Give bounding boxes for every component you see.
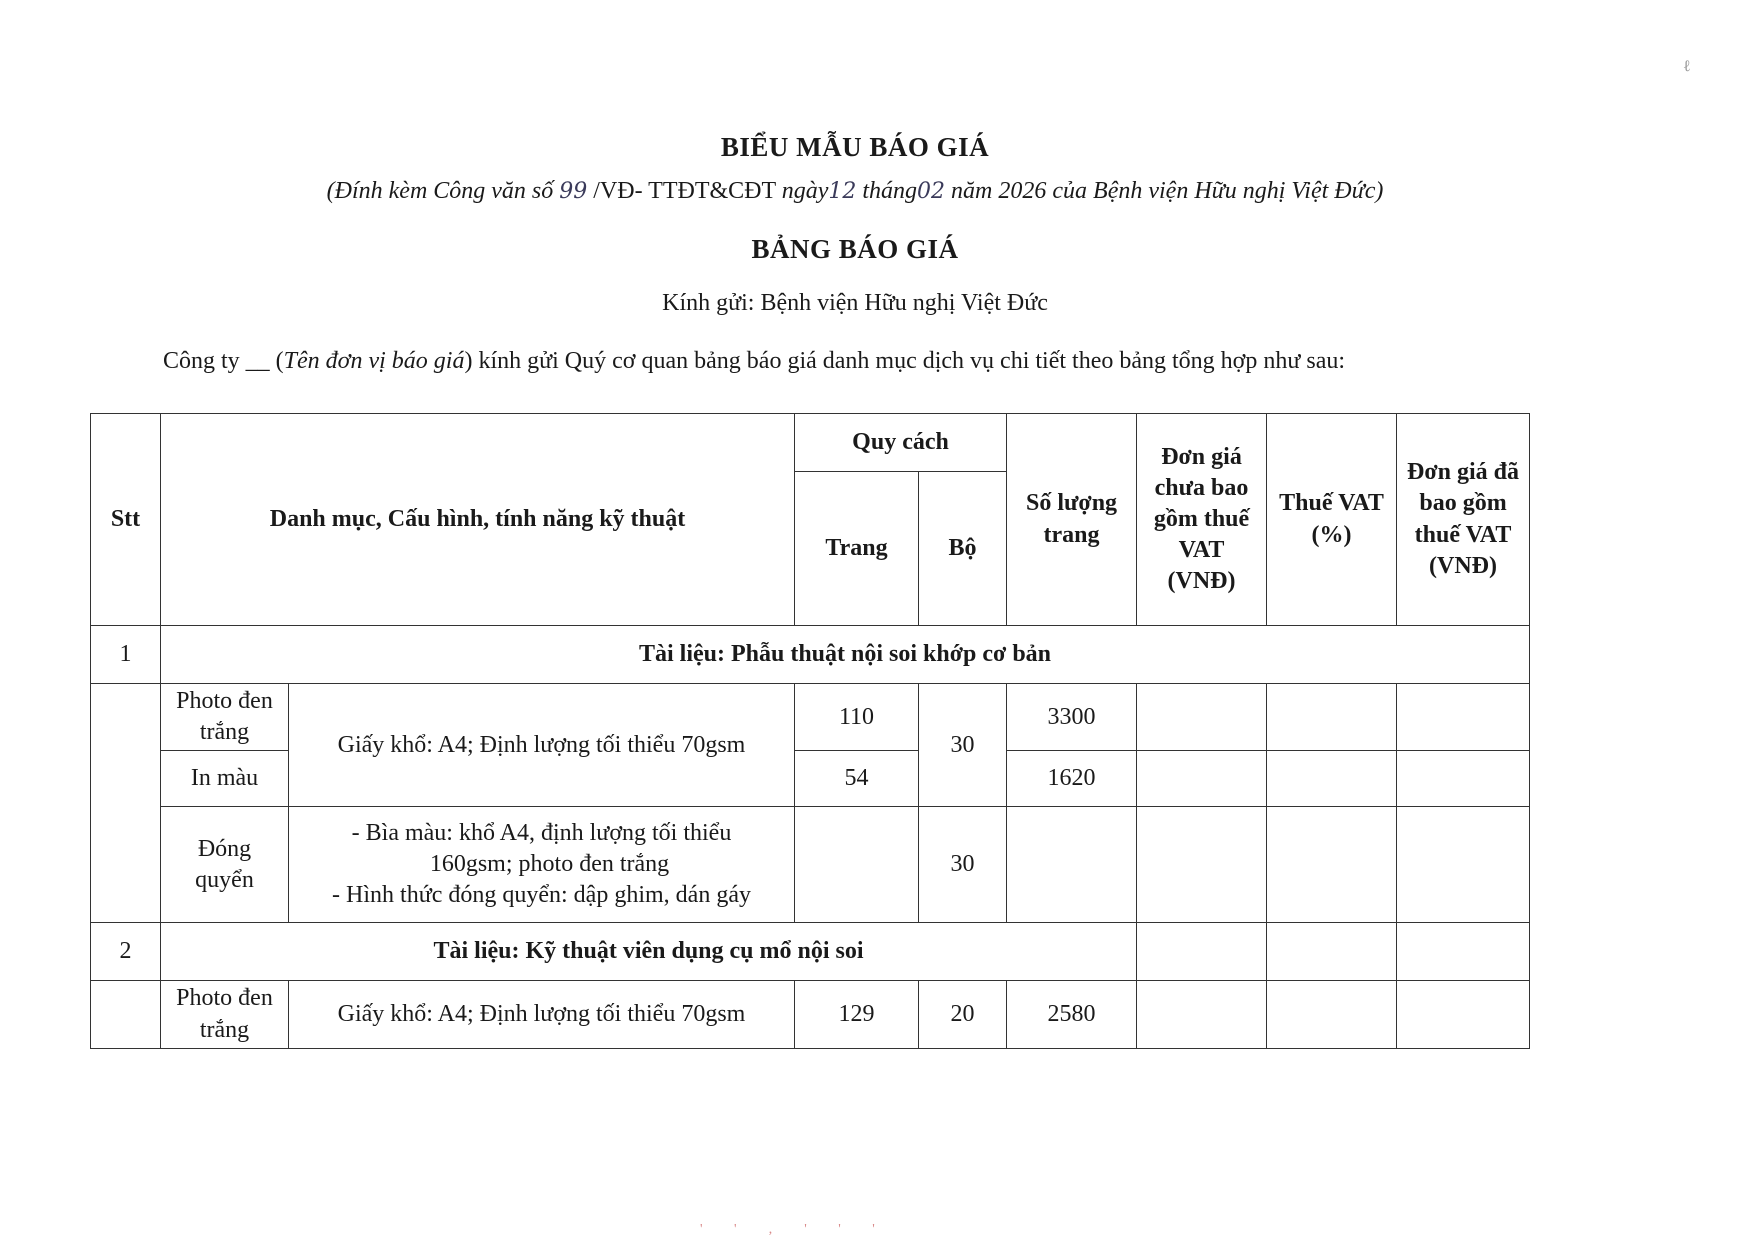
recipient-line: Kính gửi: Bệnh viện Hữu nghị Việt Đức — [662, 290, 1048, 316]
pages-value: 110 — [795, 684, 919, 751]
vat-cell — [1267, 807, 1397, 923]
day-handwritten: 12 — [828, 179, 857, 204]
binding-spec-line: - Bìa màu: khổ A4, định lượng tối thiểu — [351, 820, 732, 847]
unit-price-incl-cell — [1397, 751, 1530, 807]
unit-price-incl-cell — [1397, 923, 1530, 981]
binding-spec — [289, 807, 795, 923]
section-row — [91, 923, 1530, 981]
paper-spec: Giấy khổ: A4; Định lượng tối thiểu 70gsm — [289, 684, 795, 807]
header-vat: Thuế VAT (%) — [1267, 414, 1397, 626]
section-stt-continuation — [91, 684, 161, 923]
vat-cell — [1267, 923, 1397, 981]
month-handwritten: 02 — [917, 179, 946, 204]
scan-mark: ℓ — [1683, 58, 1691, 75]
paper-spec: Giấy khổ: A4; Định lượng tối thiểu 70gsm — [289, 981, 795, 1048]
page-count-value: 1620 — [1007, 751, 1137, 807]
unit-price-excl-cell — [1137, 751, 1267, 807]
pages-value — [795, 807, 919, 923]
section-stt-continuation — [91, 981, 161, 1048]
page-count-value: 3300 — [1007, 684, 1137, 751]
header-spec-group: Quy cách — [795, 414, 1007, 472]
section-title: Tài liệu: Kỹ thuật viên dụng cụ mổ nội soi — [161, 923, 1137, 981]
pages-value: 129 — [795, 981, 919, 1048]
sets-value: 30 — [919, 684, 1007, 807]
header-unit-price-excl: Đơn giá chưa bao gồm thuế VAT (VNĐ) — [1137, 414, 1267, 626]
page-count-value: 2580 — [1007, 981, 1137, 1048]
subtitle-day-label: ngày — [781, 178, 829, 204]
section-stt: 2 — [91, 923, 161, 981]
intro-paragraph — [163, 348, 1345, 375]
scan-artifact: ' ' ‚ ' ' ' — [700, 1222, 889, 1237]
table-title: BẢNG BÁO GIÁ — [751, 234, 959, 264]
intro-prefix: Công ty __ ( — [163, 348, 284, 374]
page-count-value — [1007, 807, 1137, 923]
vat-cell — [1267, 751, 1397, 807]
binding-spec-line: 160gsm; photo đen trắng — [429, 851, 670, 878]
subtitle-suffix: năm 2026 của Bệnh viện Hữu nghị Việt Đức) — [951, 178, 1384, 204]
header-catalog: Danh mục, Cấu hình, tính năng kỹ thuật — [161, 414, 795, 626]
unit-price-excl-cell — [1137, 684, 1267, 751]
unit-price-incl-cell — [1397, 981, 1530, 1048]
item-name: In màu — [161, 751, 289, 807]
unit-price-excl-cell — [1137, 807, 1267, 923]
item-name: Photo đen trắng — [161, 981, 289, 1048]
section-row — [91, 626, 1530, 684]
subtitle — [0, 178, 1710, 205]
sets-value: 30 — [919, 807, 1007, 923]
subtitle-month-label: tháng — [862, 178, 918, 204]
sets-value: 20 — [919, 981, 1007, 1048]
unit-price-incl-cell — [1397, 684, 1530, 751]
header-pages: Trang — [795, 472, 919, 626]
form-title: BIỂU MẪU BÁO GIÁ — [720, 132, 990, 162]
table-row — [91, 684, 1530, 751]
intro-suffix: ) kính gửi Quý cơ quan bảng báo giá danh mục dịch vụ chi tiết theo bảng tổng hợp như sau: — [464, 348, 1346, 374]
binding-spec-line: - Hình thức đóng quyển: dập ghim, dán gáy — [332, 882, 751, 909]
section-stt: 1 — [91, 626, 161, 684]
header-unit-price-incl: Đơn giá đã bao gồm thuế VAT (VNĐ) — [1397, 414, 1530, 626]
table-row — [91, 981, 1530, 1048]
table-row — [91, 807, 1530, 923]
unit-price-excl-cell — [1137, 981, 1267, 1048]
header-page-count: Số lượng trang — [1007, 414, 1137, 626]
doc-number-handwritten: 99 — [559, 179, 588, 204]
subtitle-code: /VĐ- TTĐT&CĐT — [593, 178, 776, 204]
item-name: Photo đen trắng — [161, 684, 289, 751]
intro-italic: Tên đơn vị báo giá — [283, 348, 465, 374]
unit-price-incl-cell — [1397, 807, 1530, 923]
quote-table — [90, 413, 1530, 1049]
unit-price-excl-cell — [1137, 923, 1267, 981]
item-name: Đóng quyển — [161, 807, 289, 923]
header-stt: Stt — [91, 414, 161, 626]
section-title: Tài liệu: Phẫu thuật nội soi khớp cơ bản — [161, 626, 1530, 684]
vat-cell — [1267, 684, 1397, 751]
header-sets: Bộ — [919, 472, 1007, 626]
subtitle-prefix: (Đính kèm Công văn số — [326, 178, 554, 204]
pages-value: 54 — [795, 751, 919, 807]
vat-cell — [1267, 981, 1397, 1048]
